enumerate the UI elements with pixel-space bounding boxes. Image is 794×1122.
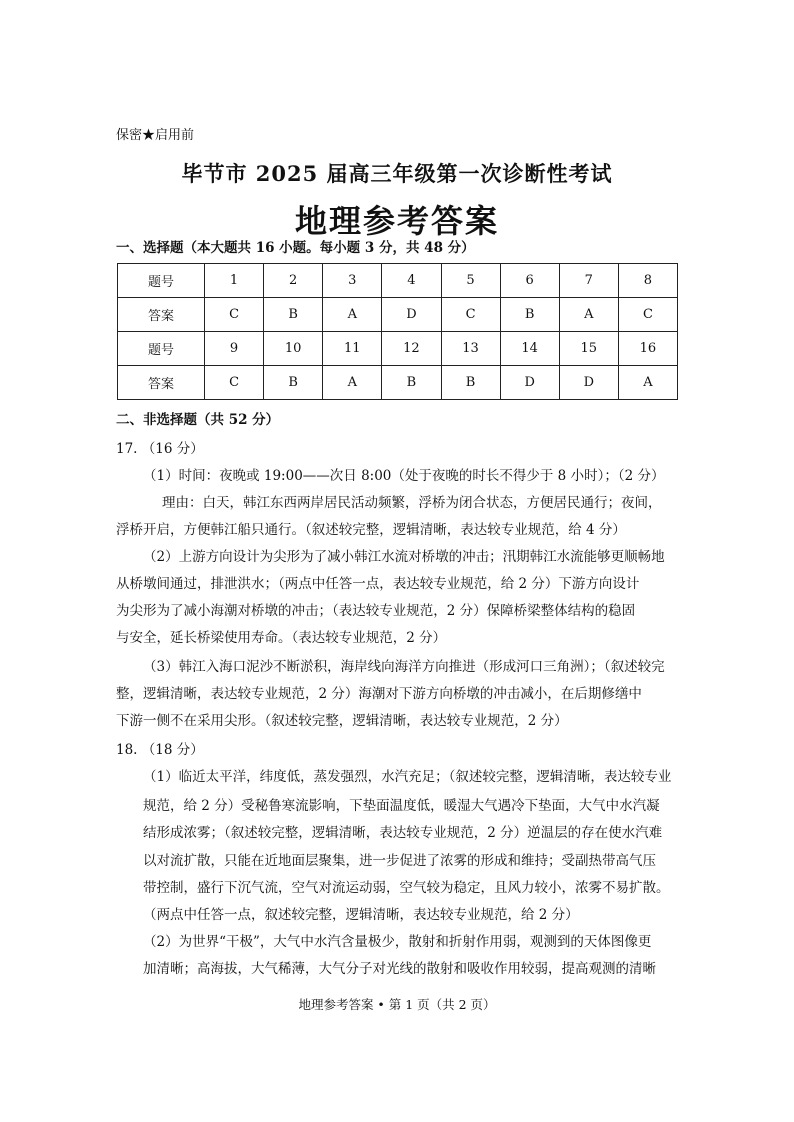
table-cell: B <box>264 298 323 332</box>
table-cell: C <box>618 298 677 332</box>
q18-line: 以对流扩散，只能在近地面层聚集，进一步促进了浓雾的形成和维持；受副热带高气压 <box>143 853 656 869</box>
table-cell: C <box>205 298 264 332</box>
table-cell: B <box>441 366 500 400</box>
row-header-cell: 题号 <box>118 332 205 366</box>
table-cell: 9 <box>205 332 264 366</box>
q17-line: 为尖形为了减小海潮对桥墩的冲击；（表达较专业规范，2 分）保障桥梁整体结构的稳固 <box>116 603 636 619</box>
q18-line: 规范，给 2 分）受秘鲁寒流影响，下垫面温度低，暖湿大气遇冷下垫面，大气中水汽凝 <box>143 798 660 814</box>
row-header-cell: 答案 <box>118 366 205 400</box>
table-cell: A <box>559 298 618 332</box>
table-cell: 8 <box>618 264 677 298</box>
table-cell: 12 <box>382 332 441 366</box>
q17-line: （3）韩江入海口泥沙不断淤积，海岸线向海洋方向推进（形成河口三角洲）；（叙述较完 <box>143 659 665 675</box>
q18-line: （1）临近太平洋，纬度低，蒸发强烈，水汽充足；（叙述较完整，逻辑清晰，表达较专业 <box>143 769 672 785</box>
table-cell: A <box>618 366 677 400</box>
row-header-cell: 答案 <box>118 298 205 332</box>
table-cell: 4 <box>382 264 441 298</box>
confidential-label: 保密★启用前 <box>116 128 195 143</box>
table-cell: 7 <box>559 264 618 298</box>
document-subtitle: 地理参考答案 <box>294 202 499 240</box>
table-row <box>118 264 678 298</box>
table-cell: B <box>382 366 441 400</box>
section2-heading: 二、非选择题（共 52 分） <box>116 412 280 428</box>
q18-line: （两点中任答一点，叙述较完整，逻辑清晰，表达较专业规范，给 2 分） <box>143 907 579 923</box>
table-cell: 6 <box>500 264 559 298</box>
table-cell: D <box>500 366 559 400</box>
question-18-label: 18. （18 分） <box>116 742 204 758</box>
q17-line: （2）上游方向设计为尖形为了减小韩江水流对桥墩的冲击；汛期韩江水流能够更顺畅地 <box>143 549 665 565</box>
table-cell: D <box>559 366 618 400</box>
q18-line: 带控制，盛行下沉气流，空气对流运动弱，空气较为稳定，且风力较小，浓雾不易扩散。 <box>143 880 670 896</box>
table-cell: 1 <box>205 264 264 298</box>
table-cell: B <box>264 366 323 400</box>
q17-line: 整，逻辑清晰，表达较专业规范，2 分）海潮对下游方向桥墩的冲击减小，在后期修缮中 <box>116 686 642 702</box>
table-cell: C <box>441 298 500 332</box>
q17-line: 浮桥开启，方便韩江船只通行。（叙述较完整，逻辑清晰，表达较专业规范，给 4 分） <box>116 522 626 538</box>
table-cell: 10 <box>264 332 323 366</box>
table-cell: C <box>205 366 264 400</box>
table-row <box>118 298 678 332</box>
table-row <box>118 366 678 400</box>
q17-line: 与安全，延长桥梁使用寿命。（表达较专业规范，2 分） <box>116 630 447 646</box>
answer-table <box>117 263 678 400</box>
q18-line: 加清晰；高海拔，大气稀薄，大气分子对光线的散射和吸收作用较弱，提高观测的清晰 <box>143 961 656 977</box>
table-cell: 15 <box>559 332 618 366</box>
q17-line: （1）时间：夜晚或 19:00——次日 8:00（处于夜晚的时长不得少于 8 小时）；（2 分） <box>143 468 665 484</box>
table-cell: 13 <box>441 332 500 366</box>
table-cell: 3 <box>323 264 382 298</box>
table-cell: A <box>323 298 382 332</box>
table-cell: 16 <box>618 332 677 366</box>
q17-line: 从桥墩间通过，排泄洪水；（两点中任答一点，表达较专业规范，给 2 分）下游方向设计 <box>116 576 640 592</box>
table-cell: D <box>382 298 441 332</box>
table-cell: B <box>500 298 559 332</box>
section1-heading: 一、选择题（本大题共 16 小题。每小题 3 分，共 48 分） <box>116 240 475 256</box>
question-17-label: 17. （16 分） <box>116 441 204 457</box>
table-cell: 5 <box>441 264 500 298</box>
q18-line: （2）为世界“干极”，大气中水汽含量极少，散射和折射作用弱，观测到的天体图像更 <box>143 934 652 950</box>
table-cell: 11 <box>323 332 382 366</box>
q18-line: 结形成浓雾；（叙述较完整，逻辑清晰，表达较专业规范，2 分）逆温层的存在使水汽难 <box>143 825 663 841</box>
table-cell: 14 <box>500 332 559 366</box>
row-header-cell: 题号 <box>118 264 205 298</box>
table-cell: A <box>323 366 382 400</box>
page-footer: 地理参考答案 • 第 1 页（共 2 页） <box>298 997 496 1012</box>
exam-title: 毕节市 2025 届高三年级第一次诊断性考试 <box>181 161 613 186</box>
table-row <box>118 332 678 366</box>
q17-line: 下游一侧不在采用尖形。（叙述较完整，逻辑清晰，表达较专业规范，2 分） <box>116 713 568 729</box>
q17-line: 理由：白天，韩江东西两岸居民活动频繁，浮桥为闭合状态，方便居民通行；夜间， <box>162 495 662 511</box>
table-cell: 2 <box>264 264 323 298</box>
